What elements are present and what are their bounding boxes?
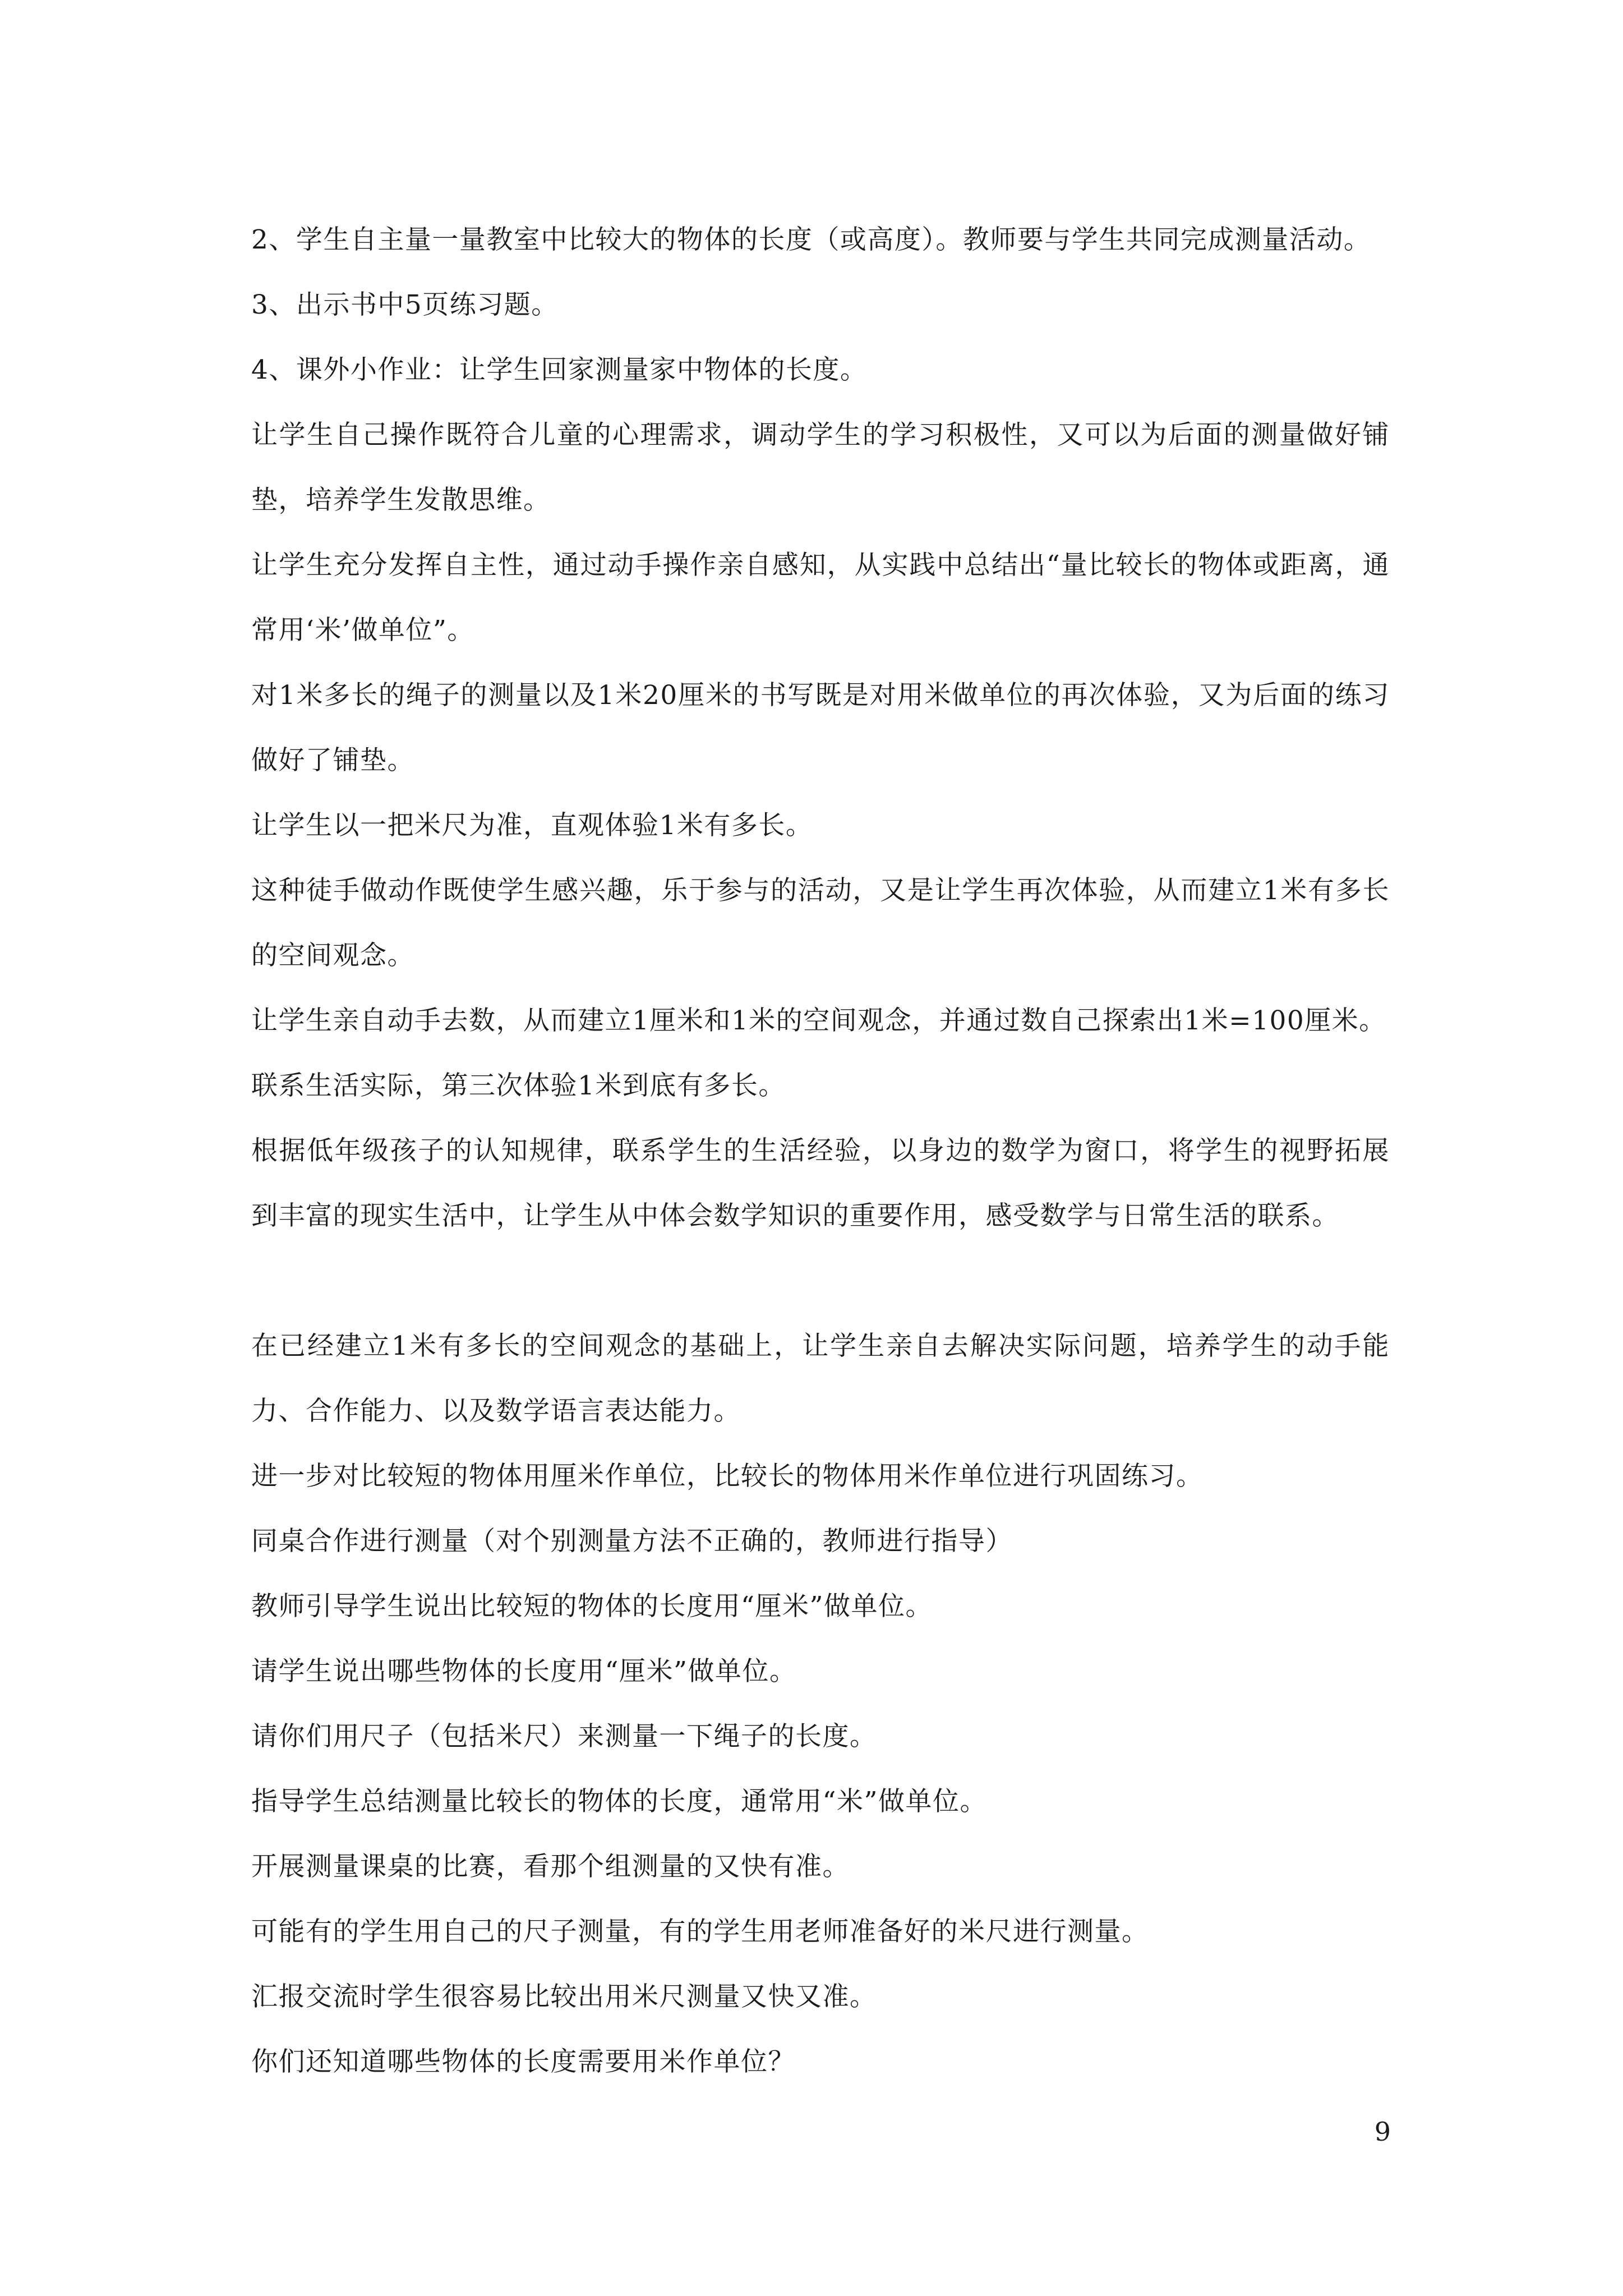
paragraph: 同桌合作进行测量（对个别测量方法不正确的，教师进行指导） [251,1526,1013,1557]
paragraph: 请你们用尺子（包括米尺）来测量一下绳子的长度。 [251,1721,877,1752]
paragraph: 指导学生总结测量比较长的物体的长度，通常用“米”做单位。 [251,1786,988,1817]
paragraph: 可能有的学生用自己的尺子测量，有的学生用老师准备好的米尺进行测量。 [251,1916,1149,1947]
paragraph-gap [251,1249,1390,1314]
paragraph: 让学生自己操作既符合儿童的心理需求，调动学生的学习积极性，又可以为后面的测量做好铺垫，培养学生发散思维。 [251,420,1390,516]
paragraph: 对1米多长的绳子的测量以及1米20厘米的书写既是对用米做单位的再次体验，又为后面的练习做好了铺垫。 [251,680,1390,776]
paragraph: 3、出示书中5页练习题。 [251,289,559,320]
paragraph: 让学生充分发挥自主性，通过动手操作亲自感知，从实践中总结出“量比较长的物体或距离，通常用‘米’做单位”。 [251,550,1390,646]
paragraph: 4、课外小作业：让学生回家测量家中物体的长度。 [251,355,868,385]
paragraph: 在已经建立1米有多长的空间观念的基础上，让学生亲自去解决实际问题，培养学生的动手能力、合作能力、以及数学语言表达能力。 [251,1331,1390,1427]
page-number: 9 [1374,2116,1391,2147]
paragraph: 你们还知道哪些物体的长度需要用米作单位？ [251,2046,795,2077]
paragraph: 开展测量课桌的比赛，看那个组测量的又快有准。 [251,1851,850,1882]
paragraph: 根据低年级孩子的认知规律，联系学生的生活经验，以身边的数学为窗口，将学生的视野拓展到丰富的现实生活中，让学生从中体会数学知识的重要作用，感受数学与日常生活的联系。 [251,1135,1390,1231]
document-body [251,208,1390,2095]
paragraph: 这种徒手做动作既使学生感兴趣，乐于参与的活动，又是让学生再次体验，从而建立1米有多长的空间观念。 [251,875,1390,971]
paragraph: 汇报交流时学生很容易比较出用米尺测量又快又准。 [251,1981,877,2012]
paragraph: 请学生说出哪些物体的长度用“厘米”做单位。 [251,1656,797,1687]
paragraph: 让学生以一把米尺为准，直观体验1米有多长。 [251,810,813,841]
paragraph: 让学生亲自动手去数，从而建立1厘米和1米的空间观念，并通过数自己探索出1米=100厘米。 [251,1005,1386,1036]
paragraph: 教师引导学生说出比较短的物体的长度用“厘米”做单位。 [251,1591,933,1622]
paragraph: 进一步对比较短的物体用厘米作单位，比较长的物体用米作单位进行巩固练习。 [251,1461,1204,1492]
paragraph: 2、学生自主量一量教室中比较大的物体的长度（或高度）。教师要与学生共同完成测量活动。 [251,224,1371,255]
paragraph: 联系生活实际，第三次体验1米到底有多长。 [251,1070,786,1101]
